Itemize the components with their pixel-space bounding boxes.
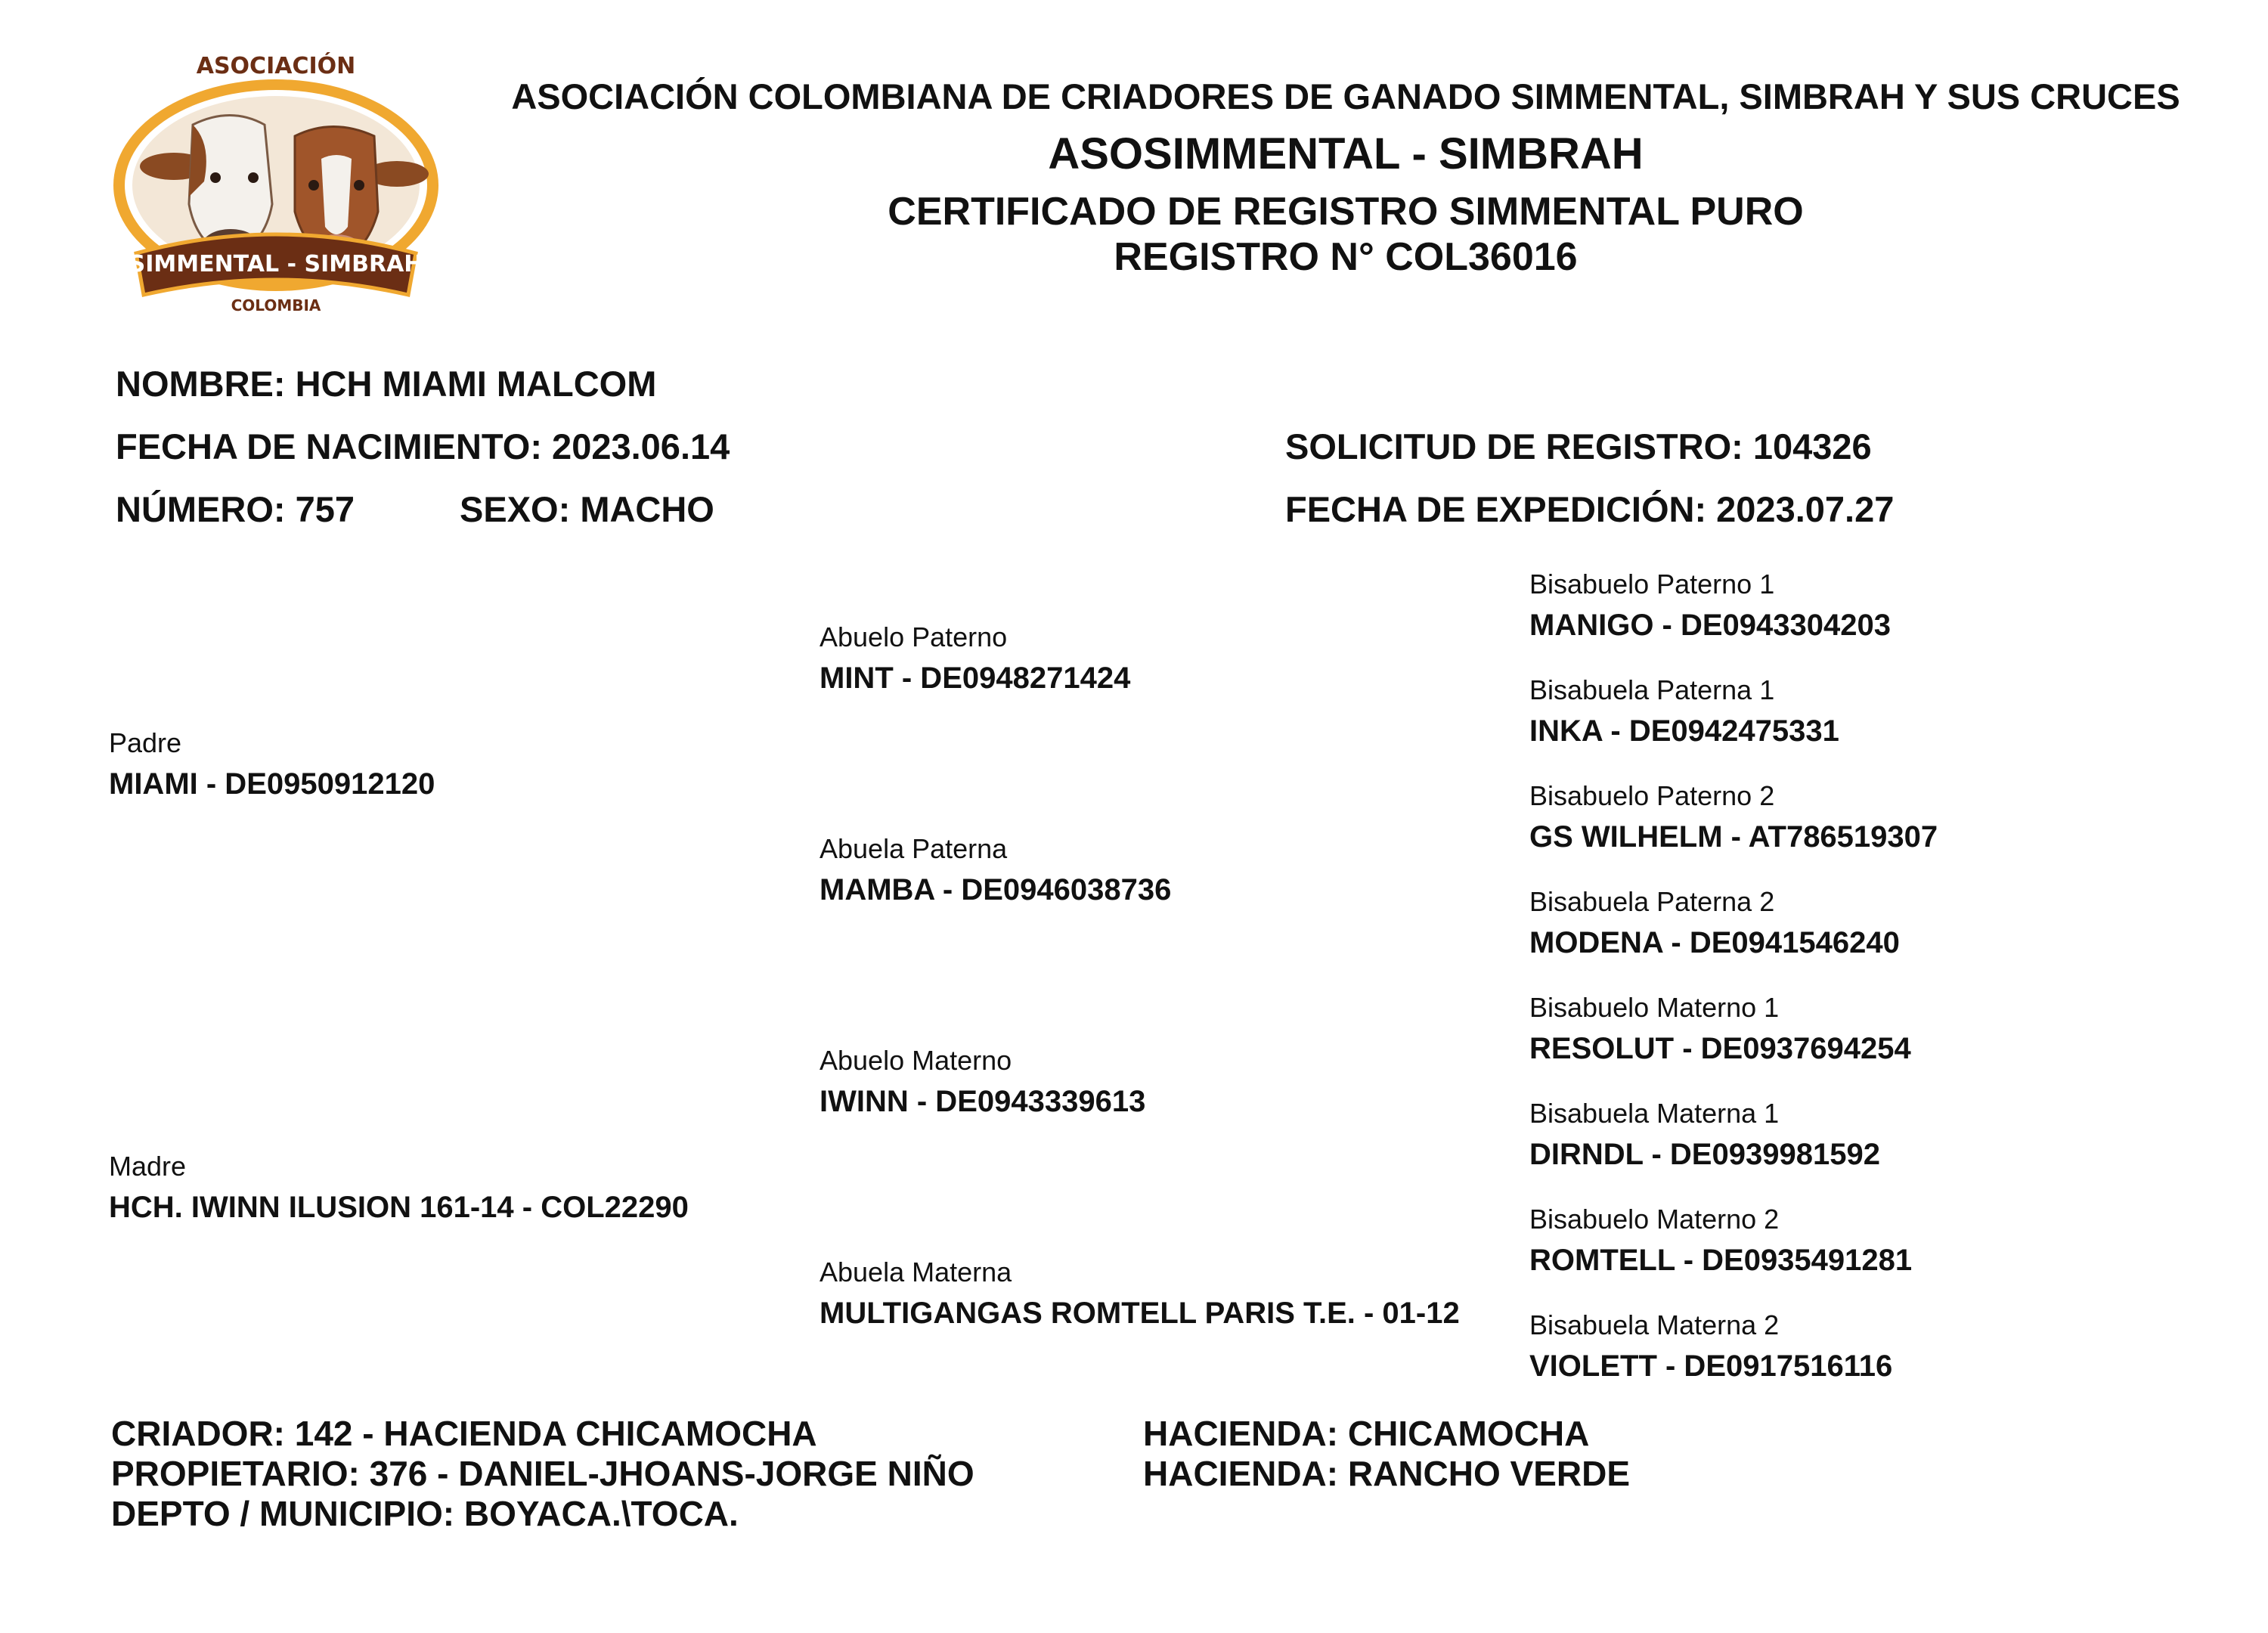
certificate-title: CERTIFICADO DE REGISTRO SIMMENTAL PURO — [888, 190, 1804, 234]
sire-label: Padre — [109, 727, 182, 758]
great-grandparent-label: Bisabuela Paterna 2 — [1529, 886, 1775, 917]
breeder-farm: HACIENDA: CHICAMOCHA — [1143, 1414, 1590, 1453]
animal-number: NÚMERO: 757 — [116, 489, 355, 529]
great-grandparent-label: Bisabuelo Materno 1 — [1529, 992, 1780, 1023]
great-grandparent-label: Bisabuela Materna 1 — [1529, 1098, 1780, 1129]
great-grandparent-value: ROMTELL - DE0935491281 — [1529, 1244, 1913, 1277]
animal-sex: SEXO: MACHO — [460, 489, 714, 529]
great-grandparent-value: INKA - DE0942475331 — [1529, 714, 1839, 748]
great-grandparent-value: DIRNDL - DE0939981592 — [1529, 1138, 1880, 1171]
paternal-grandsire-value: MINT - DE0948271424 — [820, 662, 1131, 695]
footer-left — [111, 1414, 974, 1534]
maternal-granddam-label: Abuela Materna — [820, 1257, 1012, 1287]
footer-right — [1143, 1414, 1630, 1494]
registration-request: SOLICITUD DE REGISTRO: 104326 — [1285, 426, 1872, 466]
great-grandparent-value: VIOLETT - DE0917516116 — [1529, 1349, 1893, 1383]
location: DEPTO / MUNICIPIO: BOYACA.\TOCA. — [111, 1494, 739, 1533]
logo-banner-text: SIMMENTAL - SIMBRAH — [129, 251, 423, 277]
paternal-granddam-label: Abuela Paterna — [820, 833, 1008, 864]
great-grandparent-value: MANIGO - DE0943304203 — [1529, 609, 1892, 642]
birth-date: FECHA DE NACIMIENTO: 2023.06.14 — [116, 426, 730, 466]
dam-value: HCH. IWINN ILUSION 161-14 - COL22290 — [109, 1191, 689, 1224]
great-grandparent-value: MODENA - DE0941546240 — [1529, 926, 1900, 959]
breeder: CRIADOR: 142 - HACIENDA CHICAMOCHA — [111, 1414, 817, 1453]
logo-bottom-text: COLOMBIA — [231, 296, 321, 315]
paternal-grandsire-label: Abuelo Paterno — [820, 621, 1008, 652]
owner-farm: HACIENDA: RANCHO VERDE — [1143, 1454, 1631, 1493]
great-grandparent-label: Bisabuelo Paterno 1 — [1529, 569, 1775, 600]
issue-date: FECHA DE EXPEDICIÓN: 2023.07.27 — [1285, 489, 1895, 529]
association-short-name: ASOSIMMENTAL - SIMBRAH — [1048, 129, 1644, 178]
association-name: ASOCIACIÓN COLOMBIANA DE CRIADORES DE GANADO SIMMENTAL, SIMBRAH Y SUS CRUCES — [511, 76, 2180, 116]
maternal-grandsire-value: IWINN - DE0943339613 — [820, 1085, 1146, 1118]
maternal-granddam-value: MULTIGANGAS ROMTELL PARIS T.E. - 01-12 — [820, 1297, 1460, 1330]
certificate-title-block — [469, 189, 2223, 280]
great-grandparent-value: GS WILHELM - AT786519307 — [1529, 820, 1938, 854]
maternal-grandsire-label: Abuelo Materno — [820, 1045, 1012, 1076]
registry-number: REGISTRO N° COL36016 — [1114, 235, 1578, 279]
great-grandparent-label: Bisabuela Paterna 1 — [1529, 674, 1775, 705]
great-grandparent-value: RESOLUT - DE0937694254 — [1529, 1032, 1911, 1065]
sire-value: MIAMI - DE0950912120 — [109, 767, 435, 801]
great-grandparent-label: Bisabuelo Materno 2 — [1529, 1204, 1780, 1235]
owner: PROPIETARIO: 376 - DANIEL-JHOANS-JORGE NIÑO — [111, 1454, 974, 1493]
logo-top-text: ASOCIACIÓN — [196, 53, 356, 79]
great-grandparent-label: Bisabuela Materna 2 — [1529, 1309, 1780, 1340]
paternal-granddam-value: MAMBA - DE0946038736 — [820, 873, 1172, 906]
association-logo — [106, 53, 446, 325]
dam-label: Madre — [109, 1151, 187, 1182]
great-grandparent-label: Bisabuelo Paterno 2 — [1529, 780, 1775, 811]
animal-name: NOMBRE: HCH MIAMI MALCOM — [116, 364, 657, 404]
